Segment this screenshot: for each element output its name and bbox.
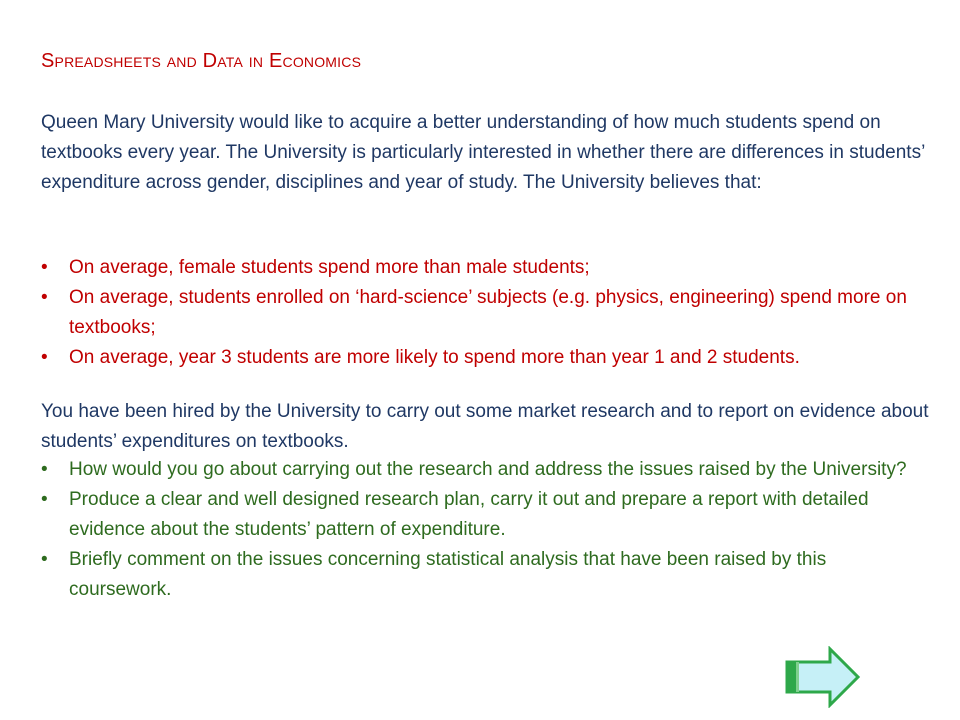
bullet-icon: • [41, 287, 48, 308]
belief-text: On average, female students spend more than male students; [69, 257, 590, 278]
task-text: How would you go about carrying out the research and address the issues raised by the University? [69, 459, 907, 480]
bullet-icon: • [41, 347, 48, 368]
beliefs-list [41, 253, 931, 373]
intro-paragraph: Queen Mary University would like to acquire a better understanding of how much students spend on textbooks every year. The University is particularly interested in whether there are differences in students’ expenditure across gender, disciplines and year of study. The University believes that: [41, 112, 925, 193]
next-slide-button[interactable] [784, 646, 862, 708]
list-item [41, 545, 931, 605]
bullet-icon: • [41, 257, 48, 278]
tasks-list [41, 455, 931, 605]
bullet-icon: • [41, 549, 48, 570]
list-item [41, 455, 931, 485]
list-item [41, 283, 931, 343]
task-text: Produce a clear and well designed research plan, carry it out and prepare a report with detailed evidence about the students’ pattern of expenditure. [69, 489, 869, 540]
task-intro-paragraph: You have been hired by the University to carry out some market research and to report on evidence about students’ expenditures on textbooks. [41, 401, 929, 452]
next-arrow-icon [784, 646, 862, 708]
bullet-icon: • [41, 459, 48, 480]
task-text: Briefly comment on the issues concerning statistical analysis that have been raised by this coursework. [69, 549, 827, 600]
belief-text: On average, students enrolled on ‘hard-science’ subjects (e.g. physics, engineering) spend more on textbooks; [69, 287, 907, 338]
bullet-icon: • [41, 489, 48, 510]
page-title: Spreadsheets and Data in Economics [41, 50, 362, 72]
list-item [41, 253, 931, 283]
list-item [41, 485, 931, 545]
belief-text: On average, year 3 students are more likely to spend more than year 1 and 2 students. [69, 347, 800, 368]
list-item [41, 343, 931, 373]
